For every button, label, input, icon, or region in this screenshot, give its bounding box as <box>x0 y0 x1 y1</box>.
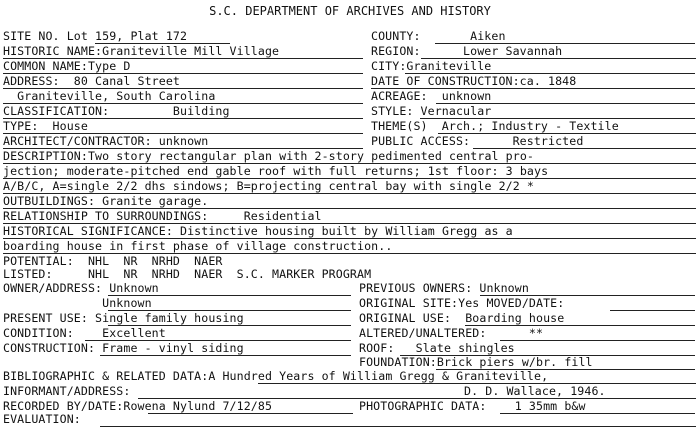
informant-address: INFORMANT/ADDRESS: <box>3 384 131 398</box>
condition: CONDITION: Excellent <box>3 326 166 340</box>
underline <box>435 43 695 44</box>
foundation: FOUNDATION:Brick piers w/br. fill <box>359 355 593 369</box>
historical-significance-line-1: HISTORICAL SIGNIFICANCE: Distinctive housing built by William Gregg as a <box>3 224 513 238</box>
underline <box>610 310 695 311</box>
relationship-to-surroundings: RELATIONSHIP TO SURROUNDINGS: Residential <box>3 209 322 223</box>
style: STYLE: Vernacular <box>371 104 492 118</box>
address: ADDRESS: 80 Canal Street <box>3 74 181 88</box>
site-no: SITE NO. Lot 159, Plat 172 <box>3 29 188 43</box>
underline <box>108 325 351 326</box>
informant-reference: D. D. Wallace, 1946. <box>464 384 606 398</box>
owner-address-line-2: Unknown <box>3 296 152 310</box>
underline <box>480 295 695 296</box>
owner-address: OWNER/ADDRESS: Unknown <box>3 281 159 295</box>
underline <box>3 253 696 254</box>
architect-contractor: ARCHITECT/CONTRACTOR: unknown <box>3 134 209 148</box>
underline <box>258 383 696 384</box>
themes: THEME(S) Arch.; Industry - Textile <box>371 119 619 133</box>
underline <box>436 369 695 370</box>
original-site-moved-date: ORIGINAL SITE:Yes MOVED/DATE: <box>359 296 565 310</box>
underline <box>500 340 695 341</box>
present-use: PRESENT USE: Single family housing <box>3 311 244 325</box>
classification: CLASSIFICATION: Building <box>3 104 230 118</box>
underline <box>3 163 696 164</box>
underline <box>400 355 695 356</box>
underline <box>421 58 696 59</box>
type: TYPE: House <box>3 119 88 133</box>
underline <box>3 193 696 194</box>
construction: CONSTRUCTION: Frame - vinyl siding <box>3 341 244 355</box>
public-access: PUBLIC ACCESS: Restricted <box>371 134 584 148</box>
underline <box>148 413 353 414</box>
form-header: S.C. DEPARTMENT OF ARCHIVES AND HISTORY <box>209 4 491 18</box>
underline <box>108 295 351 296</box>
listed: LISTED: NHL NR NRHD NAER S.C. MARKER PROGRAM <box>3 267 372 281</box>
underline <box>3 73 363 74</box>
underline <box>3 148 363 149</box>
city: CITY:Graniteville <box>371 59 492 73</box>
underline <box>436 103 695 104</box>
recorded-by-date: RECORDED BY/DATE:Rowena Nylund 7/12/85 <box>3 399 273 413</box>
address-line-2: Graniteville, South Carolina <box>3 89 216 103</box>
underline <box>405 73 695 74</box>
outbuildings: OUTBUILDINGS: Granite garage. <box>3 194 209 208</box>
underline <box>465 325 695 326</box>
underline <box>3 238 696 239</box>
underline <box>100 355 351 356</box>
underline <box>3 178 696 179</box>
underline <box>3 88 363 89</box>
underline <box>3 208 696 209</box>
underline <box>3 58 363 59</box>
underline <box>3 103 363 104</box>
underline <box>500 413 695 414</box>
underline <box>100 426 696 427</box>
altered-unaltered: ALTERED/UNALTERED: ** <box>359 326 544 340</box>
potential: POTENTIAL: NHL NR NRHD NAER <box>3 254 223 268</box>
acreage: ACREAGE: unknown <box>371 89 492 103</box>
evaluation: EVALUATION: <box>3 412 81 426</box>
previous-owners: PREVIOUS OWNERS: Unknown <box>359 281 529 295</box>
common-name: COMMON NAME:Type D <box>3 59 131 73</box>
original-use: ORIGINAL USE: Boarding house <box>359 311 565 325</box>
underline <box>108 310 351 311</box>
description-line-2: jection; moderate-pitched end gable roof with full returns; 1st floor: 3 bays <box>3 164 549 178</box>
region: REGION: Lower Savannah <box>371 44 563 58</box>
description-line-1: DESCRIPTION:Two story rectangular plan with 2-story pedimented central pro- <box>3 149 535 163</box>
underline <box>473 148 696 149</box>
underline <box>85 340 351 341</box>
underline <box>438 133 696 134</box>
underline <box>3 118 363 119</box>
historic-name: HISTORIC NAME:Graniteville Mill Village <box>3 44 280 58</box>
bibliographic-data: BIBLIOGRAPHIC & RELATED DATA:A Hundred Years of William Gregg & Graniteville, <box>3 369 549 383</box>
roof: ROOF: Slate shingles <box>359 341 515 355</box>
underline <box>420 118 695 119</box>
underline <box>371 88 695 89</box>
date-of-construction: DATE OF CONSTRUCTION:ca. 1848 <box>371 74 577 88</box>
underline <box>95 43 230 44</box>
photographic-data: PHOTOGRAPHIC DATA: 1 35mm b&w <box>359 399 586 413</box>
underline <box>3 133 363 134</box>
county: COUNTY: Aiken <box>371 29 506 43</box>
historical-significance-line-2: boarding house in first phase of village construction.. <box>3 239 393 253</box>
underline <box>3 223 696 224</box>
underline <box>138 398 696 399</box>
description-line-3: A/B/C, A=single 2/2 dhs sindows; B=projecting central bay with single 2/2 * <box>3 179 535 193</box>
